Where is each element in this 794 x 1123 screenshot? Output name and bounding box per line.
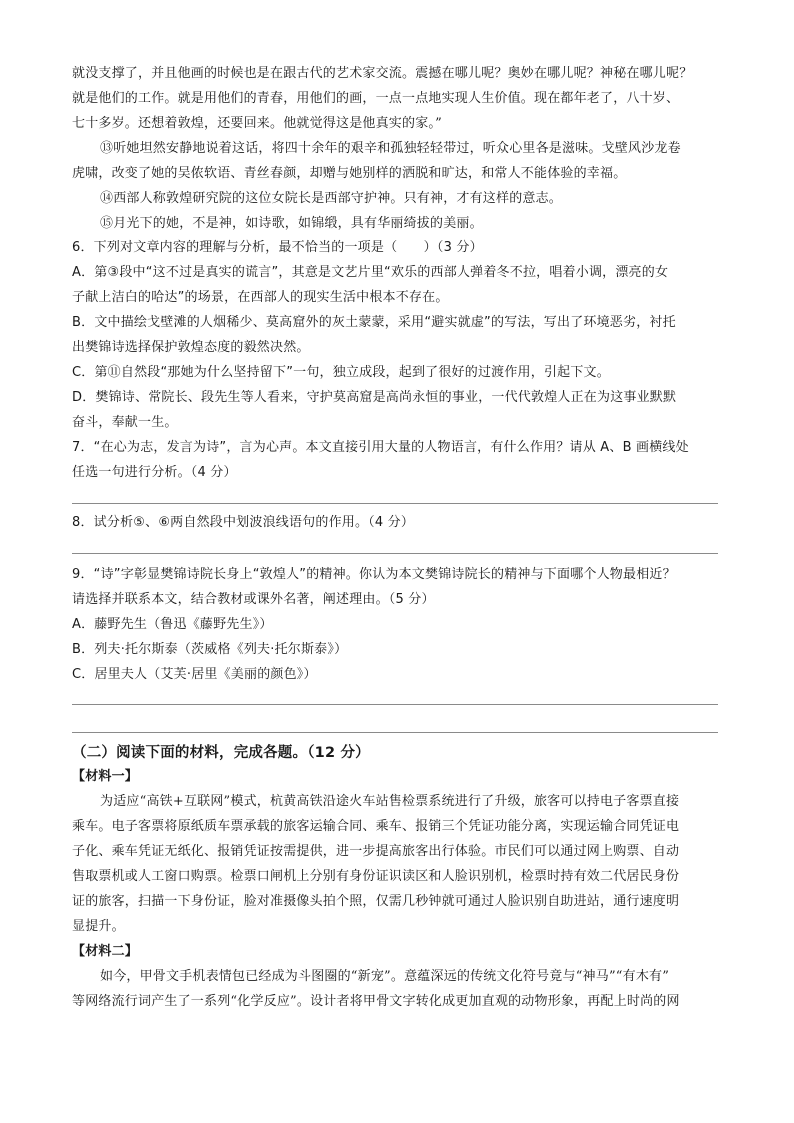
q6-option-a: A．第③段中“这不过是真实的谎言”，其意是文艺片里“欢乐的西部人弹着冬不拉，唱着小调，漂亮的女 — [72, 265, 669, 280]
paragraph-15: ⑮月光下的她，不是神，如诗歌，如锦缎，具有华丽绮拔的美丽。 — [100, 216, 483, 231]
question-6-stem: 6．下列对文章内容的理解与分析，最不恰当的一项是（ ）（3 分） — [72, 240, 483, 255]
passage-line: 就没支撑了，并且他画的时候也是在跟古代的艺术家交流。震撼在哪儿呢？奥妙在哪儿呢？神秘在哪儿呢？ — [72, 66, 693, 81]
answer-line-q7[interactable] — [72, 503, 718, 504]
material-1-line: 子化、乘车凭证无纸化、报销凭证按需提供，进一步提高旅客出行体验。市民们可以通过网上购票、自动 — [72, 844, 680, 859]
question-8-stem: 8．试分析⑤、⑥两自然段中划波浪线语句的作用。（4 分） — [72, 515, 415, 530]
question-9-stem-cont: 请选择并联系本文，结合教材或课外名著，阐述理由。（5 分） — [72, 592, 435, 607]
material-1-line: 乘车。电子客票将原纸质车票承载的旅客运输合同、乘车、报销三个凭证功能分离，实现运输合同凭证电 — [72, 819, 680, 834]
q6-option-b-cont: 出樊锦诗选择保护敦煌态度的毅然决然。 — [72, 340, 310, 355]
q6-option-d-cont: 奋斗，奉献一生。 — [72, 415, 178, 430]
q6-option-d: D．樊锦诗、常院长、段先生等人看来，守护莫高窟是高尚永恒的事业，一代代敦煌人正在为这事业默默 — [72, 390, 677, 405]
q9-option-c: C．居里夫人（艾芙·居里《美丽的颜色》） — [72, 667, 317, 682]
material-1-line: 显提升。 — [72, 919, 125, 934]
passage-line: 就是他们的工作。就是用他们的青春，用他们的画，一点一点地实现人生价值。现在都年老了，八十岁、 — [72, 91, 680, 106]
q9-option-a: A．藤野先生（鲁迅《藤野先生》） — [72, 617, 273, 632]
answer-line-q8[interactable] — [72, 553, 718, 554]
material-1-label: 【材料一】 — [72, 769, 139, 784]
q6-option-c: C．第⑪自然段“那她为什么坚持留下”一句，独立成段，起到了很好的过渡作用，引起下文。 — [72, 365, 610, 380]
section-2-title: （二）阅读下面的材料，完成各题。（12 分） — [72, 745, 370, 761]
q6-option-a-cont: 子献上洁白的哈达”的场景，在西部人的现实生活中根本不存在。 — [72, 290, 449, 305]
paragraph-13: ⑬听她坦然安静地说着这话，将四十余年的艰辛和孤独轻轻带过，听众心里各是滋味。戈壁风沙龙卷 — [100, 141, 681, 156]
passage-line: 七十多岁。还想着敦煌，还要回来。他就觉得这是他真实的家。” — [72, 116, 442, 131]
question-7-stem: 7．“在心为志，发言为诗”，言为心声。本文直接引用大量的人物语言，有什么作用？请从 A、B 画横线处 — [72, 440, 689, 455]
passage-line: 虎啸，改变了她的吴侬软语、青丝春颜，却赠与她别样的洒脱和旷达，和常人不能体验的幸福。 — [72, 166, 627, 181]
paragraph-14: ⑭西部人称敦煌研究院的这位女院长是西部守护神。只有神，才有这样的意志。 — [100, 191, 563, 206]
material-2-label: 【材料二】 — [72, 944, 139, 959]
question-7-stem-cont: 任选一句进行分析。（4 分） — [72, 465, 237, 480]
material-1-line: 售取票机或人工窗口购票。检票口闸机上分别有身份证识读区和人脸识别机，检票时持有效二代居民身份 — [72, 869, 680, 884]
answer-line-q9-1[interactable] — [72, 704, 718, 705]
material-1-line: 证的旅客，扫描一下身份证，脸对准摄像头拍个照，仅需几秒钟就可通过人脸识别自助进站，通行速度明 — [72, 894, 680, 909]
material-1-line: 为适应“高铁+互联网”模式，杭黄高铁沿途火车站售检票系统进行了升级，旅客可以持电子客票直接 — [100, 794, 680, 809]
q9-option-b: B．列夫·托尔斯泰（茨威格《列夫·托尔斯泰》） — [72, 642, 348, 657]
material-2-line: 如今，甲骨文手机表情包已经成为斗图圈的“新宠”。意蕴深远的传统文化符号竟与“神马”“有木有” — [100, 969, 670, 984]
q6-option-b: B．文中描绘戈壁滩的人烟稀少、莫高窟外的灰土蒙蒙，采用“避实就虚”的写法，写出了环境恶劣，衬托 — [72, 315, 676, 330]
answer-line-q9-2[interactable] — [72, 732, 718, 733]
question-9-stem: 9．“诗”字彰显樊锦诗院长身上“敦煌人”的精神。你认为本文樊锦诗院长的精神与下面哪个人物最相近？ — [72, 567, 676, 582]
material-2-line: 等网络流行词产生了一系列“化学反应”。设计者将甲骨文字转化成更加直观的动物形象，再配上时尚的网 — [72, 994, 680, 1009]
